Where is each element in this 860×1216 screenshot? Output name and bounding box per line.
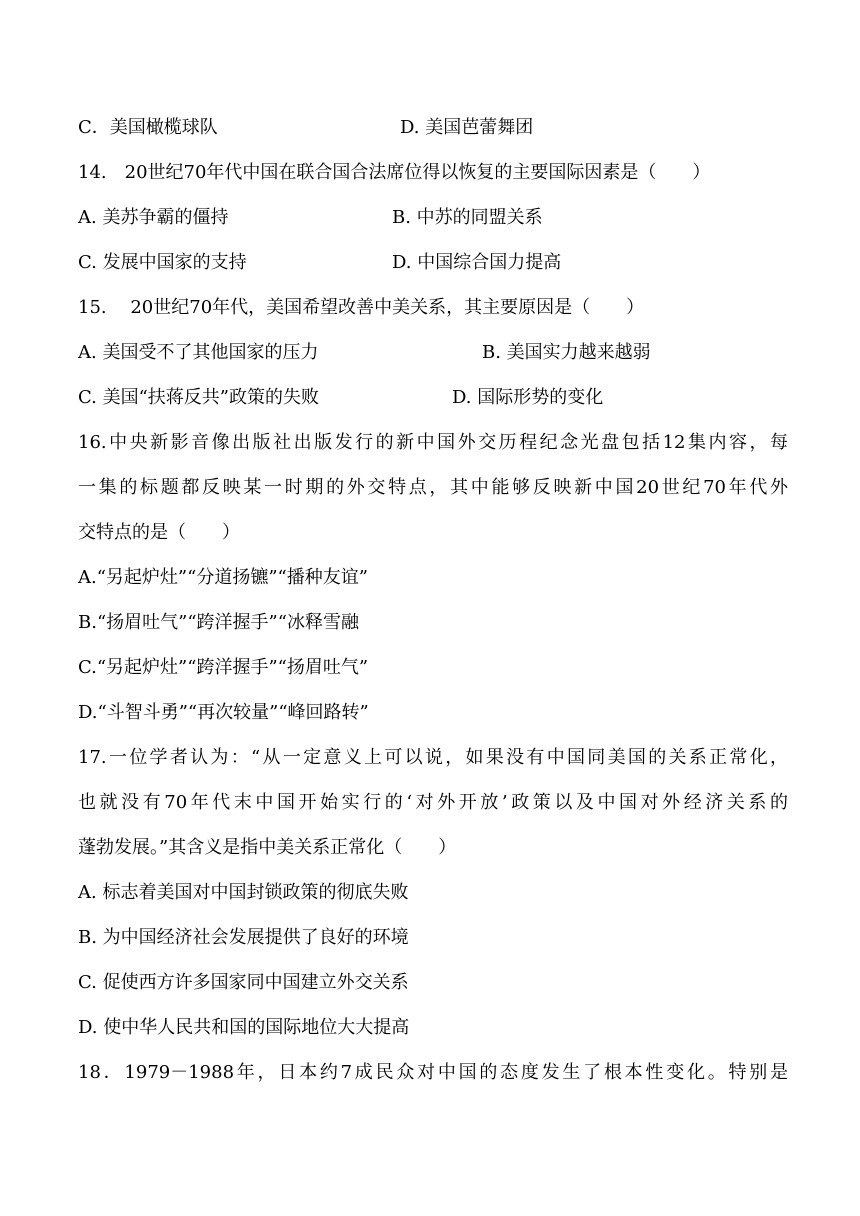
question-18-stem-line-1: 18．1979－1988年，日本约7成民众对中国的态度发生了根本性变化。特别是 <box>78 1062 788 1083</box>
q17-option-b: B. 为中国经济社会发展提供了良好的环境 <box>78 927 409 948</box>
q16-option-c: C.“另起炉灶”“跨洋握手”“扬眉吐气” <box>78 657 369 678</box>
q15-option-a: A. 美国受不了其他国家的压力 <box>78 342 319 363</box>
question-15-stem: 15. 20世纪70年代，美国希望改善中美关系，其主要原因是（ ） <box>78 297 645 318</box>
q13-option-d: D. 美国芭蕾舞团 <box>400 117 534 138</box>
q14-option-b: B. 中苏的同盟关系 <box>392 207 543 228</box>
question-17-stem-line-3: 蓬勃发展。”其含义是指中美关系正常化（ ） <box>78 837 457 858</box>
q14-option-a: A. 美苏争霸的僵持 <box>78 207 229 228</box>
question-15-options-ab <box>78 341 788 365</box>
question-14-options-ab <box>78 206 788 230</box>
q16-option-a: A.“另起炉灶”“分道扬镳”“播种友谊” <box>78 567 368 588</box>
q13-option-c: C．美国橄榄球队 <box>78 117 218 138</box>
q17-option-d: D. 使中华人民共和国的国际地位大大提高 <box>78 1017 410 1038</box>
q14-option-c: C. 发展中国家的支持 <box>78 252 247 273</box>
question-16-stem-line-1: 16.中央新影音像出版社出版发行的新中国外交历程纪念光盘包括12集内容，每 <box>78 432 788 453</box>
question-14-stem: 14. 20世纪70年代中国在联合国合法席位得以恢复的主要国际因素是（ ） <box>78 162 711 183</box>
q16-option-b: B.“扬眉吐气”“跨洋握手”“冰释雪融 <box>78 612 359 633</box>
q15-option-b: B. 美国实力越来越弱 <box>482 342 651 363</box>
question-13-options <box>78 116 788 140</box>
question-16-stem-line-2: 一集的标题都反映某一时期的外交特点，其中能够反映新中国20世纪70年代外 <box>78 477 788 498</box>
q14-option-d: D. 中国综合国力提高 <box>392 252 562 273</box>
question-17-stem-line-2: 也就没有70年代末中国开始实行的‘对外开放’政策以及中国对外经济关系的 <box>78 792 788 813</box>
q17-option-c: C. 促使西方许多国家同中国建立外交关系 <box>78 972 409 993</box>
q15-option-d: D. 国际形势的变化 <box>452 387 604 408</box>
question-15-options-cd <box>78 386 788 410</box>
q17-option-a: A. 标志着美国对中国封锁政策的彻底失败 <box>78 882 409 903</box>
question-16-stem-line-3: 交特点的是（ ） <box>78 522 240 543</box>
q15-option-c: C. 美国“扶蒋反共”政策的失败 <box>78 387 319 408</box>
question-14-options-cd <box>78 251 788 275</box>
question-17-stem-line-1: 17.一位学者认为：“从一定意义上可以说，如果没有中国同美国的关系正常化， <box>78 747 788 768</box>
q16-option-d: D.“斗智斗勇”“再次较量”“峰回路转” <box>78 702 369 723</box>
